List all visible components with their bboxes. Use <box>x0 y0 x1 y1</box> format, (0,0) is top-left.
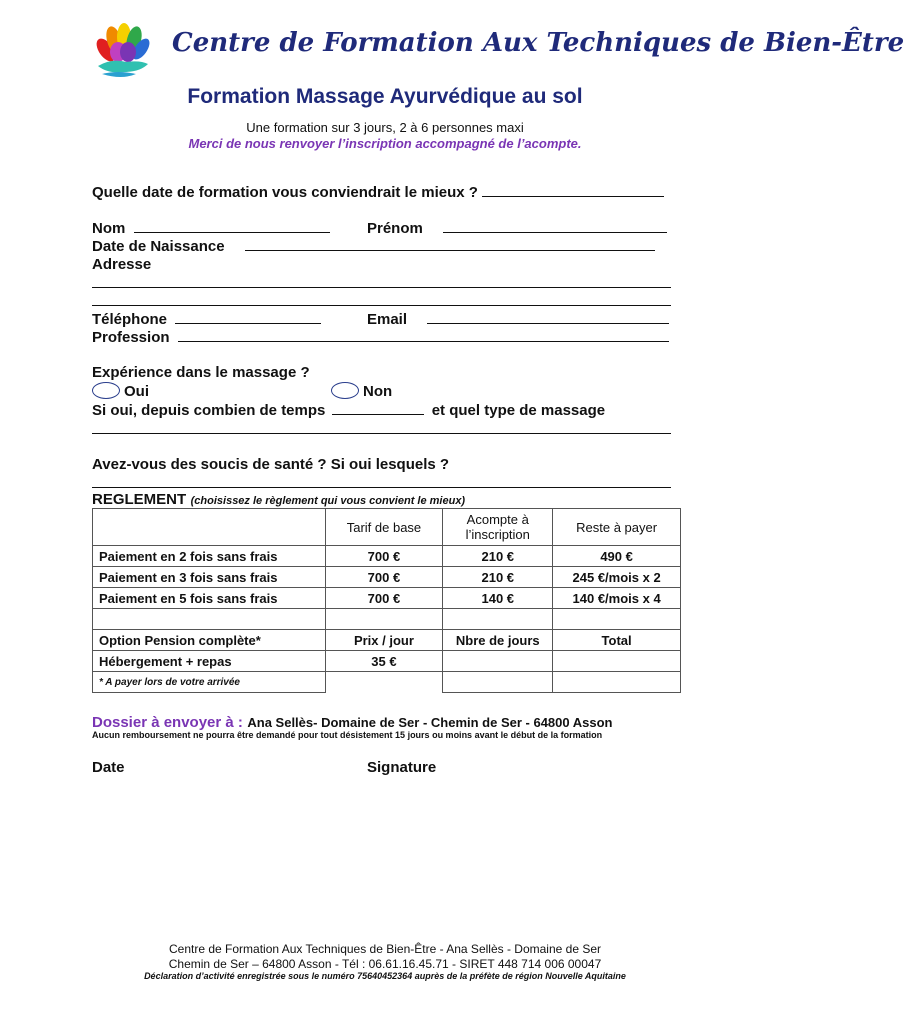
adresse-line-2[interactable] <box>92 305 671 306</box>
prenom-field[interactable] <box>443 219 667 233</box>
table-cell: 210 € <box>443 546 553 567</box>
nbre-jours-field[interactable] <box>443 651 553 672</box>
naissance-label: Date de Naissance <box>92 238 225 255</box>
table-cell: 245 €/mois x 2 <box>553 567 681 588</box>
table-cell: 700 € <box>325 567 443 588</box>
email-label: Email <box>367 311 408 328</box>
header-cell: Reste à payer <box>553 509 681 546</box>
header-cell: Acompte à l’inscription <box>443 509 553 546</box>
table-cell: 140 € <box>443 588 553 609</box>
massage-type-line[interactable] <box>92 433 671 434</box>
telephone-row <box>92 310 321 328</box>
table-header-row <box>93 509 681 546</box>
type-label: et quel type de massage <box>431 402 606 419</box>
nom-label: Nom <box>92 220 126 237</box>
table-cell: Option Pension complète* <box>93 630 326 651</box>
table-row <box>93 567 681 588</box>
date-signature-label: Date <box>92 759 125 776</box>
reglement-title: REGLEMENT <box>92 491 187 508</box>
payment-table <box>92 508 681 693</box>
reglement-heading <box>92 491 465 509</box>
footer-line-2: Chemin de Ser – 64800 Asson - Tél : 06.61.16.45.71 - SIRET 448 714 006 00047 <box>168 957 602 971</box>
footer-line-3: Déclaration d’activité enregistrée sous le numéro 75640452364 auprès de la préfète de région Nouvelle Aquitaine <box>144 971 626 981</box>
non-label: Non <box>363 383 393 400</box>
total-field[interactable] <box>553 651 681 672</box>
telephone-field[interactable] <box>175 310 321 324</box>
adresse-label: Adresse <box>92 256 152 273</box>
table-cell: 35 € <box>325 651 443 672</box>
pension-row <box>93 651 681 672</box>
signature-label: Signature <box>367 759 437 776</box>
table-cell: Paiement en 5 fois sans frais <box>93 588 326 609</box>
date-question-row <box>92 183 664 201</box>
subtitle: Une formation sur 3 jours, 2 à 6 personnes maxi <box>246 120 524 135</box>
pension-header-row <box>93 630 681 651</box>
table-cell: 700 € <box>325 588 443 609</box>
lotus-logo <box>92 20 152 82</box>
oui-option[interactable] <box>92 382 149 400</box>
table-cell: 140 €/mois x 4 <box>553 588 681 609</box>
telephone-label: Téléphone <box>92 311 168 328</box>
table-cell: Nbre de jours <box>443 630 553 651</box>
table-cell: Paiement en 2 fois sans frais <box>93 546 326 567</box>
naissance-field[interactable] <box>245 237 655 251</box>
email-field[interactable] <box>427 310 669 324</box>
experience-detail-row <box>92 401 605 419</box>
table-cell: 490 € <box>553 546 681 567</box>
table-cell: Prix / jour <box>325 630 443 651</box>
dossier-address: Ana Sellès- Domaine de Ser - Chemin de Ser - 64800 Asson <box>247 715 613 730</box>
org-name: Centre de Formation Aux Techniques de Bien-Être <box>172 28 904 58</box>
non-option[interactable] <box>331 382 392 400</box>
since-field[interactable] <box>332 401 424 415</box>
date-question-label: Quelle date de formation vous conviendrait le mieux ? <box>92 184 478 201</box>
profession-field[interactable] <box>178 328 669 342</box>
table-spacer-row <box>93 609 681 630</box>
nom-field[interactable] <box>134 219 330 233</box>
dossier-label: Dossier à envoyer à : <box>92 714 243 731</box>
reglement-note: (choisissez le règlement qui vous convient le mieux) <box>190 495 466 507</box>
adresse-line-1[interactable] <box>92 287 671 288</box>
profession-label: Profession <box>92 329 170 346</box>
footnote-row <box>93 672 681 693</box>
table-row <box>93 588 681 609</box>
oui-radio[interactable] <box>92 382 120 399</box>
table-cell: Paiement en 3 fois sans frais <box>93 567 326 588</box>
footnote: * A payer lors de votre arrivée <box>93 672 326 693</box>
header-cell <box>93 509 326 546</box>
email-row <box>367 310 669 328</box>
naissance-row <box>92 237 655 255</box>
table-cell: 210 € <box>443 567 553 588</box>
footer-line-1: Centre de Formation Aux Techniques de Bien-Être - Ana Sellès - Domaine de Ser <box>168 942 601 956</box>
table-row <box>93 546 681 567</box>
prenom-label: Prénom <box>367 220 423 237</box>
profession-row <box>92 328 669 346</box>
header-cell: Tarif de base <box>325 509 443 546</box>
date-field[interactable] <box>482 183 664 197</box>
since-label: Si oui, depuis combien de temps <box>92 402 326 419</box>
table-cell: Total <box>553 630 681 651</box>
health-question: Avez-vous des soucis de santé ? Si oui lesquels ? <box>92 456 450 473</box>
health-line[interactable] <box>92 487 671 488</box>
experience-question: Expérience dans le massage ? <box>92 364 310 381</box>
refund-disclaimer: Aucun remboursement ne pourra être demandé pour tout désistement 15 jours ou moins avant le début de la formation <box>92 730 603 740</box>
nom-row <box>92 219 330 237</box>
table-cell: Hébergement + repas <box>93 651 326 672</box>
non-radio[interactable] <box>331 382 359 399</box>
table-cell: 700 € <box>325 546 443 567</box>
oui-label: Oui <box>124 383 149 400</box>
deposit-note: Merci de nous renvoyer l’inscription accompagné de l’acompte. <box>188 136 582 151</box>
page-title: Formation Massage Ayurvédique au sol <box>187 85 583 108</box>
prenom-row <box>367 219 667 237</box>
